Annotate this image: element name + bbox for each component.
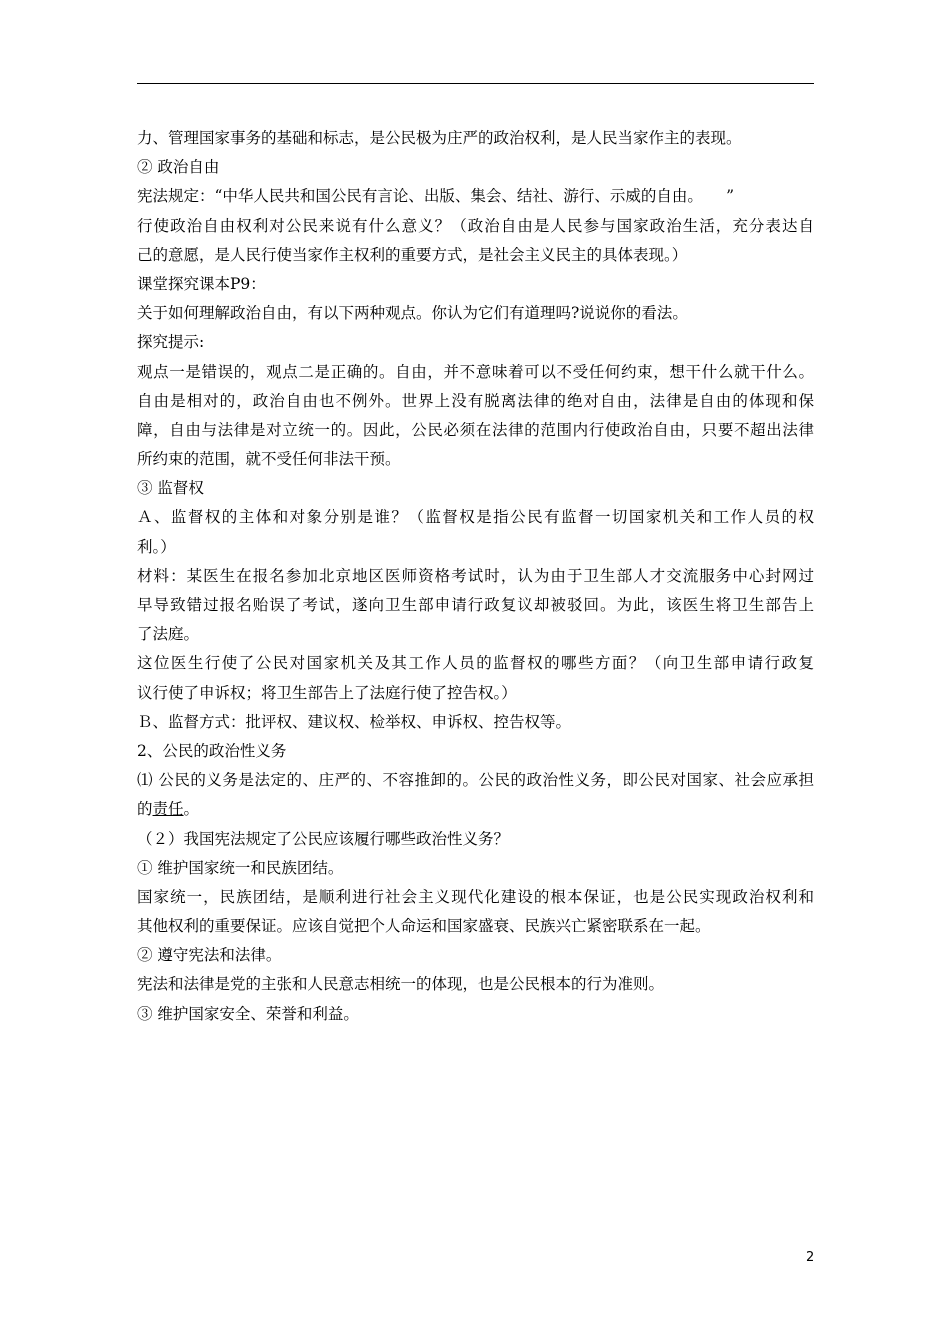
text-line: 材料：某医生在报名参加北京地区医师资格考试时，认为由于卫生部人才交流服务中心封网过 (137, 566, 814, 585)
section-heading: 2、公民的政治性义务 (137, 741, 287, 760)
text-line: 宪法规定：“中华人民共和国公民有言论、出版、集会、结社、游行、示威的自由。 ” (137, 187, 735, 206)
text-line: 课堂探究课本P9： (137, 274, 266, 293)
text-line: 其他权利的重要保证。应该自觉把个人命运和国家盛衰、民族兴亡紧密联系在一起。 (137, 917, 711, 936)
text-line: ⑴ 公民的义务是法定的、庄严的、不容推卸的。公民的政治性义务，即公民对国家、社会应承担 (137, 771, 814, 790)
section-heading: ③ 维护国家安全、荣誉和利益。 (137, 1004, 359, 1023)
text-line: 这位医生行使了公民对国家机关及其工作人员的监督权的哪些方面？（向卫生部申请行政复 (137, 654, 814, 673)
text-line: 了法庭。 (137, 625, 200, 644)
section-heading: ③ 监督权 (137, 479, 204, 498)
text-line: 早导致错过报名贻误了考试，遂向卫生部申请行政复议却被驳回。为此，该医生将卫生部告上 (137, 596, 814, 614)
text-line: 关于如何理解政治自由，有以下两种观点。你认为它们有道理吗?说说你的看法。 (137, 304, 688, 323)
text-line: 国家统一，民族团结，是顺利进行社会主义现代化建设的根本保证，也是公民实现政治权利和 (137, 887, 814, 906)
text-span: 。 (183, 800, 200, 819)
section-heading: ② 政治自由 (137, 158, 220, 177)
text-line: 行使政治自由权利对公民来说有什么意义？（政治自由是人民参与国家政治生活，充分表达自 (137, 216, 814, 235)
text-line: Ｂ、监督方式：批评权、建议权、检举权、申诉权、控告权等。 (137, 712, 572, 731)
underlined-term: 责任 (152, 800, 184, 819)
section-heading: ② 遵守宪法和法律。 (137, 946, 282, 965)
text-line (137, 795, 814, 824)
text-line: （２）我国宪法规定了公民应该履行哪些政治性义务？ (137, 829, 510, 848)
text-line: 议行使了申诉权；将卫生部告上了法庭行使了控告权。） (137, 683, 517, 702)
text-line: 观点一是错误的，观点二是正确的。自由，并不意味着可以不受任何约束，想干什么就干什么。 (137, 362, 814, 381)
text-line: 自由是相对的，政治自由也不例外。世界上没有脱离法律的绝对自由，法律是自由的体现和保 (137, 391, 814, 410)
text-span: 的 (137, 800, 153, 819)
text-line: 障，自由与法律是对立统一的。因此，公民必须在法律的范围内行使政治自由，只要不超出法律 (137, 420, 814, 439)
header-rule (137, 83, 814, 84)
body-text (137, 124, 814, 1029)
text-line: 己的意愿，是人民行使当家作主权利的重要方式，是社会主义民主的具体表现。） (137, 245, 688, 264)
page-number: 2 (806, 1250, 815, 1265)
text-line: 力、管理国家事务的基础和标志，是公民极为庄严的政治权利，是人民当家作主的表现。 (137, 129, 742, 147)
text-line: 利。） (137, 537, 176, 556)
text-line: 宪法和法律是党的主张和人民意志相统一的体现，也是公民根本的行为准则。 (137, 975, 665, 994)
text-line: Ａ、监督权的主体和对象分别是谁？（监督权是指公民有监督一切国家机关和工作人员的权 (137, 508, 814, 527)
section-heading: ① 维护国家统一和民族团结。 (137, 858, 344, 877)
text-line: 所约束的范围，就不受任何非法干预。 (137, 450, 401, 469)
text-line: 探究提示: (137, 333, 205, 352)
